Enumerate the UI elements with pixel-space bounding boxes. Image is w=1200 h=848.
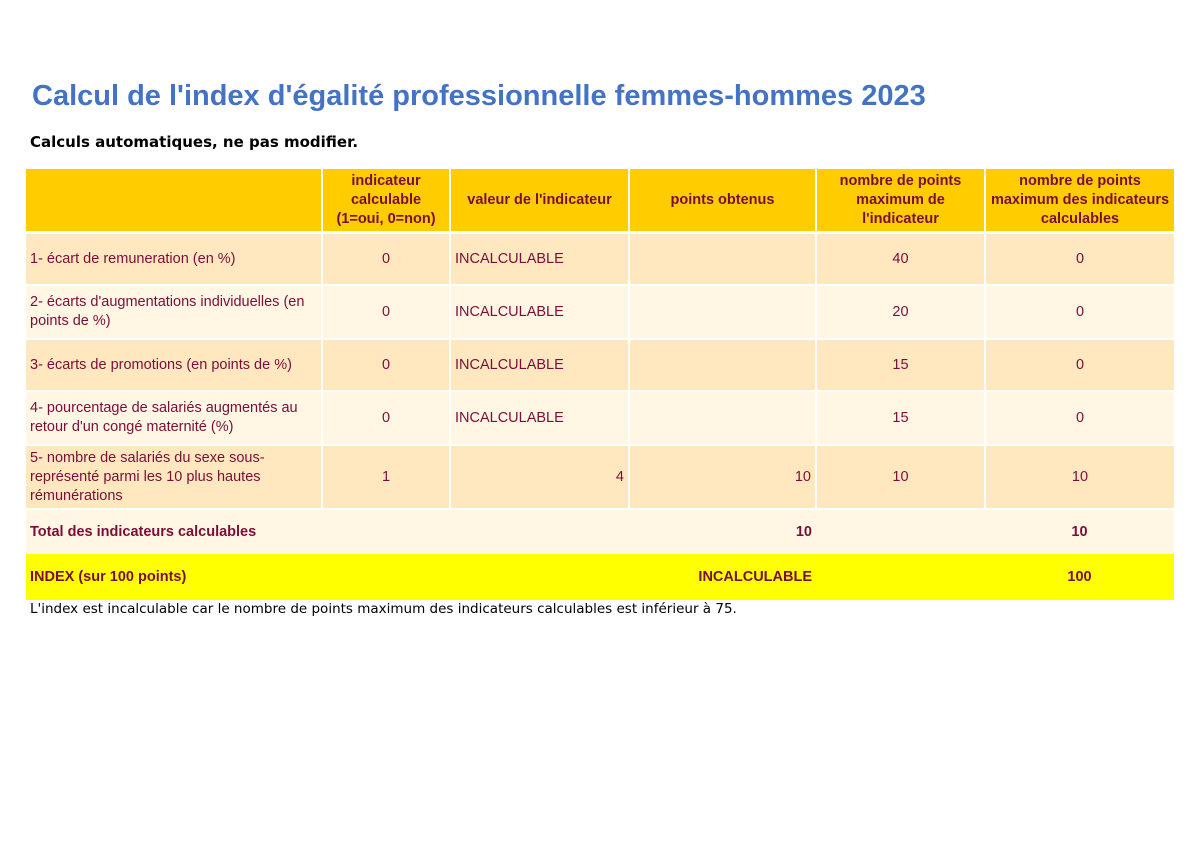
max-points-calculable-cell: 10 <box>985 445 1174 509</box>
max-points-cell: 20 <box>816 285 985 339</box>
index-table <box>26 169 1174 600</box>
max-points-calculable-cell: 0 <box>985 285 1174 339</box>
table-row <box>26 445 1174 509</box>
indicator-value-cell: INCALCULABLE <box>450 285 629 339</box>
indicator-label: 4- pourcentage de salariés augmentés au retour d'un congé maternité (%) <box>26 391 322 445</box>
points-cell <box>629 233 816 286</box>
indicator-value-cell: 4 <box>450 445 629 509</box>
table-header-row <box>26 169 1174 233</box>
indicator-value-cell: INCALCULABLE <box>450 339 629 391</box>
calculable-cell: 0 <box>322 339 450 391</box>
total-max-points-calculable: 10 <box>985 509 1174 554</box>
points-cell: 10 <box>629 445 816 509</box>
index-value: INCALCULABLE <box>629 554 816 600</box>
max-points-cell: 10 <box>816 445 985 509</box>
header-max-points: nombre de points maximum de l'indicateur <box>816 169 985 233</box>
points-cell <box>629 339 816 391</box>
calculable-cell: 0 <box>322 391 450 445</box>
points-cell <box>629 285 816 339</box>
index-max-points-calculable: 100 <box>985 554 1174 600</box>
table-row <box>26 285 1174 339</box>
total-label: Total des indicateurs calculables <box>26 509 629 554</box>
indicator-value-cell: INCALCULABLE <box>450 233 629 286</box>
max-points-cell: 15 <box>816 339 985 391</box>
total-points: 10 <box>629 509 816 554</box>
total-empty-cell <box>816 509 985 554</box>
table-row <box>26 339 1174 391</box>
header-max-points-calculable: nombre de points maximum des indicateurs calculables <box>985 169 1174 233</box>
points-cell <box>629 391 816 445</box>
total-row <box>26 509 1174 554</box>
max-points-cell: 40 <box>816 233 985 286</box>
header-indicator-value: valeur de l'indicateur <box>450 169 629 233</box>
header-points-obtained: points obtenus <box>629 169 816 233</box>
index-empty-cell <box>816 554 985 600</box>
indicator-value-cell: INCALCULABLE <box>450 391 629 445</box>
calculable-cell: 0 <box>322 233 450 286</box>
indicator-label: 1- écart de remuneration (en %) <box>26 233 322 286</box>
max-points-cell: 15 <box>816 391 985 445</box>
subtitle-warning: Calculs automatiques, ne pas modifier. <box>30 133 359 151</box>
index-row <box>26 554 1174 600</box>
index-label: INDEX (sur 100 points) <box>26 554 629 600</box>
calculable-cell: 1 <box>322 445 450 509</box>
indicator-label: 5- nombre de salariés du sexe sous-représenté parmi les 10 plus hautes rémunérations <box>26 445 322 509</box>
incalculable-note: L'index est incalculable car le nombre de points maximum des indicateurs calculables est inférieur à 75. <box>30 601 737 617</box>
calculable-cell: 0 <box>322 285 450 339</box>
header-calculable: indicateur calculable (1=oui, 0=non) <box>322 169 450 233</box>
page-title: Calcul de l'index d'égalité professionnelle femmes-hommes 2023 <box>32 80 926 112</box>
indicator-label: 2- écarts d'augmentations individuelles (en points de %) <box>26 285 322 339</box>
max-points-calculable-cell: 0 <box>985 233 1174 286</box>
header-label <box>26 169 322 233</box>
table-row <box>26 391 1174 445</box>
max-points-calculable-cell: 0 <box>985 339 1174 391</box>
table-row <box>26 233 1174 286</box>
indicator-label: 3- écarts de promotions (en points de %) <box>26 339 322 391</box>
max-points-calculable-cell: 0 <box>985 391 1174 445</box>
